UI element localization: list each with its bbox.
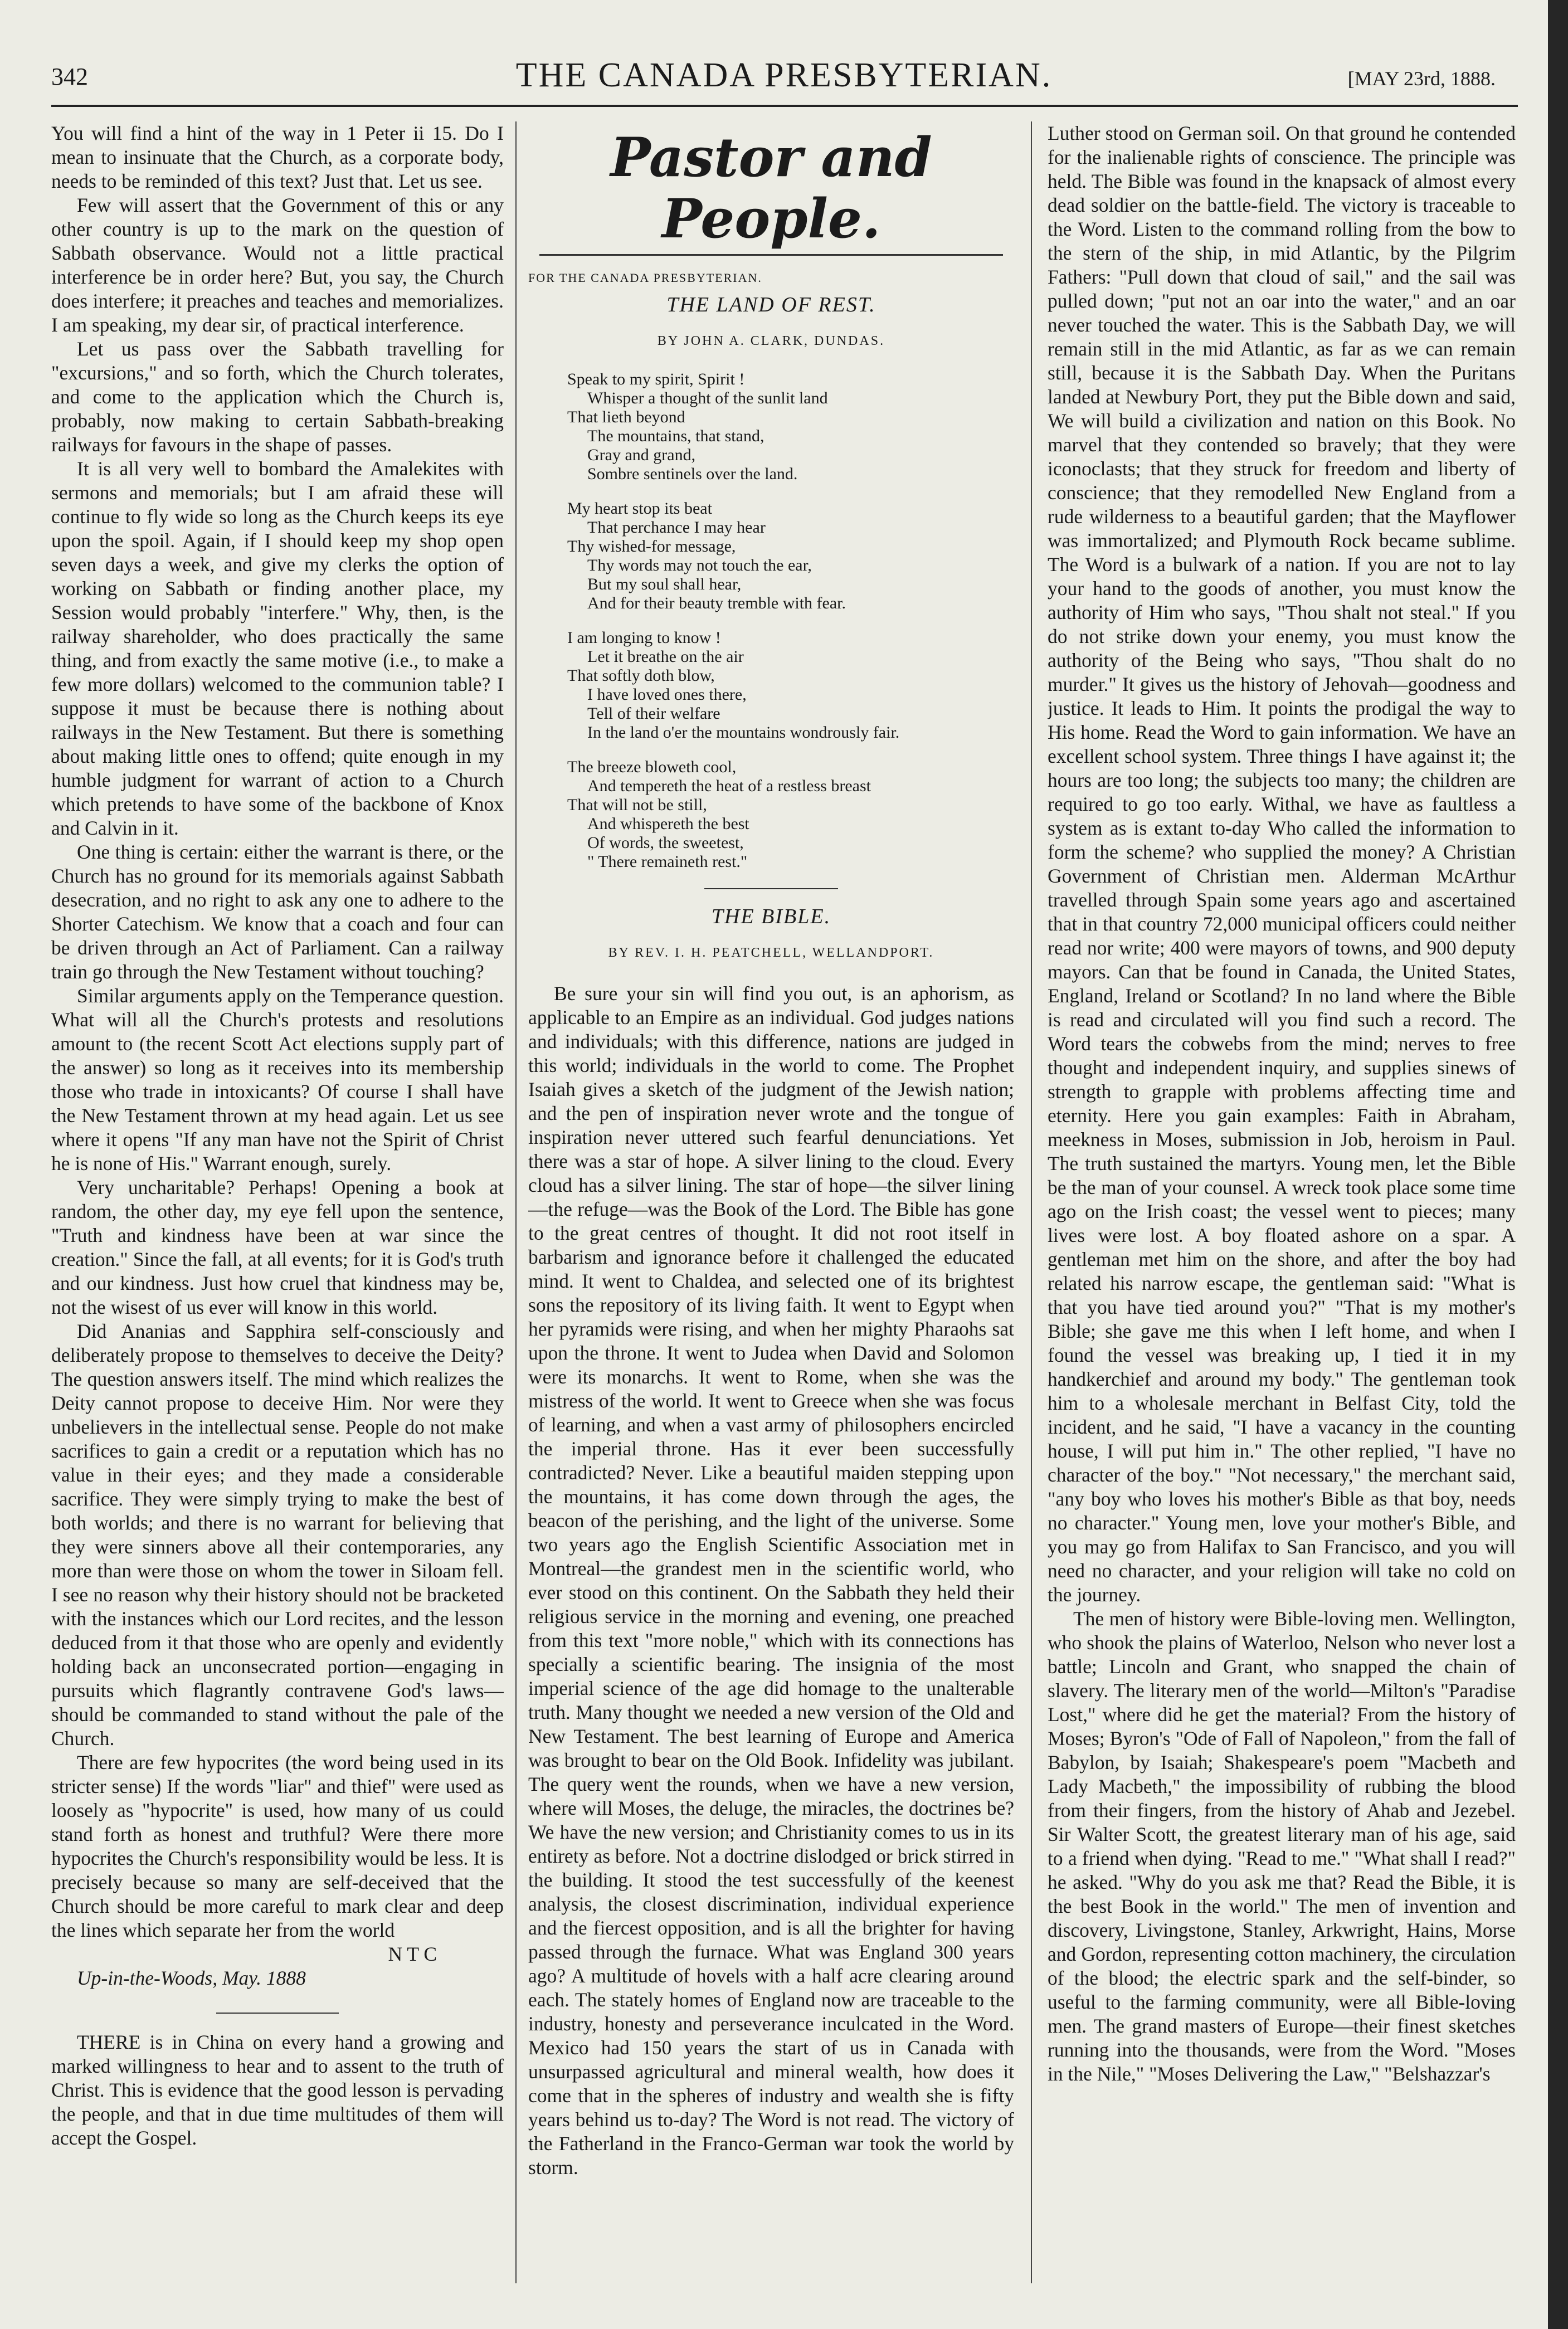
paragraph: Luther stood on German soil. On that ground he contended for the inalienable rights of conscience. The principle was held. The Bible was found in the knapsack of almost every dead soldier on the battle-field. The victory is traceable to the Word. Listen to the command rolling from the bow to the stern of the ship, in mid Atlantic, by the Pilgrim Fathers: "Pull down that cloud of sail," and the sail was pulled down; "put not an oar into the water," and an oar never touched the water. This is the Sabbath Day, we will remain still in the mid Atlantic, as far as we can remain still, because it is the Sabbath Day. When the Puritans landed at Newbury Port, they put the Bible down and said, We will build a civilization and nation on this Book. No marvel that they contended so bravely; that they were iconoclasts; that they struck for freedom and liberty of conscience; that they remodelled New England from a rude wilderness to a beautiful garden; that the Mayflower was immortalized; and Plymouth Rock became sublime. The Word is a bulwark of a nation. If you are not to lay your hand to the goods of another, you must know the authority of Him who says, "Thou shalt not steal." If you do not strike down your enemy, you must know the authority of the Being who says, "Thou shalt do no murder." It gives us the history of Jehovah—goodness and justice. It leads to Him. It points the prodigal the way to His home. Read the Word to gain information. We have an excellent school system. Three things I have against it; the hours are too long; the subjects too many; the children are required to go too early. Withal, we have as faultless a system as is extant to-day Who called the information to form the scheme? who supplied the money? A Christian Government of Christian men. Alderman McArthur travelled through Spain some years ago and ascertained that in that country 72,000 municipal officers could neither read nor write; 400 were mayors of towns, and 900 deputy mayors. Can that be found in Canada, the United States, England, Ireland or Scotland? In no land where the Bible is read and circulated will you find such a record. The Word tears the cobwebs from the mind; nerves to free thought and independent inquiry, and supplies sinews of strength to grapple with problems affecting time and eternity. Here you gain examples: Faith in Abraham, meekness in Moses, submission in Job, heroism in Paul. The truth sustained the martyrs. Young men, let the Bible be the man of your counsel. A wreck took place some time ago on the Irish coast; the vessel went to pieces; many lives were lost. A boy floated ashore on a spar. A gentleman met him on the shore, and after the boy had related his narrow escape, the gentleman said: "What is that you have tied around you?" "That is my mother's Bible; she gave me this when I left home, and when I found the vessel was breaking up, I tied it in my handkerchief and around my body." The gentleman took him to a wholesale merchant in Belfast City, told the incident, and he said, "I have a vacancy in the counting house, I will put him in." The other replied, "I have no character of the boy." "Not necessary," the merchant said, "any boy who loves his mother's Bible as that boy, needs no character." Young men, love your mother's Bible, and you may go from Halifax to San Francisco, and you will need no character, and your religion will take no cold on the journey. bbox=[1048, 122, 1516, 1606]
poem-line: Speak to my spirit, Spirit ! bbox=[567, 370, 745, 388]
signoff-place-date: Up-in-the-Woods, May. 1888 bbox=[77, 1967, 306, 1989]
poem-line: The mountains, that stand, bbox=[587, 427, 764, 445]
paragraph: One thing is certain: either the warrant is there, or the Church has no ground for its memorials against Sabbath desecration, and no right to ask any one to adhere to the Shorter Catechism. We know that a coach and four can be driven through an Act of Parliament. Can a railway train go through the New Testament without touching? bbox=[51, 841, 504, 983]
stanza bbox=[567, 370, 1014, 484]
poem-line: The breeze bloweth cool, bbox=[567, 758, 737, 776]
section-rule bbox=[704, 888, 838, 889]
poem-line: But my soul shall hear, bbox=[587, 575, 742, 593]
poem-line: In the land o'er the mountains wondrously fair. bbox=[587, 723, 900, 742]
poem-byline: BY JOHN A. CLARK, DUNDAS. bbox=[657, 334, 885, 348]
paragraph: You will find a hint of the way in 1 Peter ii 15. Do I mean to insinuate that the Church, as a corporate body, needs to be reminded of this text? Just that. Let us see. bbox=[51, 122, 504, 192]
poem-line: Gray and grand, bbox=[587, 446, 696, 464]
section-rule bbox=[216, 2013, 339, 2014]
poem-title: THE LAND OF REST. bbox=[666, 293, 876, 316]
poem-line: My heart stop its beat bbox=[567, 499, 712, 518]
poem-credit: FOR THE CANADA PRESBYTERIAN. bbox=[528, 271, 762, 285]
poem-line: That lieth beyond bbox=[567, 408, 685, 426]
poem-line: That perchance I may hear bbox=[587, 518, 766, 537]
paragraph: The men of history were Bible-loving men. Wellington, who shook the plains of Waterloo, Nelson who never lost a battle; Lincoln and Grant, who snapped the chain of slavery. The literary men of the world—Milton's "Paradise Lost," where did he get the material? From the history of Moses; Byron's "Ode of Fall of Napoleon," from the fall of Babylon, by Isaiah; Shakespeare's poem "Macbeth and Lady Macbeth," the impossibility of rubbing the blood from their fingers, from the history of Ahab and Jezebel. Sir Walter Scott, the greatest literary man of his age, said to a friend when dying. "Read to me." "What shall I read?" he asked. "Why do you ask me that? Read the Bible, it is the best Book in the world." The men of invention and discovery, Livingstone, Stanley, Arkwright, Hains, Morse and Gordon, representing cotton machinery, the circulation of the blood; the electric spark and the self-binder, so useful to the farming community, were all Bible-loving men. The grand masters of Europe—their finest sketches running into the thousands, were from the Word. "Moses in the Nile," "Moses Delivering the Law," "Belshazzar's bbox=[1048, 1607, 1516, 2085]
ornament-rule bbox=[539, 254, 1003, 256]
poem-line: Thy wished-for message, bbox=[567, 537, 736, 556]
header-rule bbox=[51, 105, 1518, 107]
stanza bbox=[567, 499, 1014, 613]
paragraph: Similar arguments apply on the Temperance question. What will all the Church's protests and resolutions amount to (the recent Scott Act elections supply part of the answer) so long as it receives into its membership those who trade in intoxicants? Of course I shall have the New Testament thrown at my head again. Let us see where it opens "If any man have not the Spirit of Christ he is none of His." Warrant enough, surely. bbox=[51, 985, 504, 1175]
left-column bbox=[51, 121, 504, 2294]
column-divider-left bbox=[515, 121, 517, 2283]
poem-line: Thy words may not touch the ear, bbox=[587, 556, 812, 574]
article-body: Be sure your sin will find you out, is an aphorism, as applicable to an Empire as an individual. God judges nations and individuals; with this difference, nations are judged in this world; individuals in the world to come. The Prophet Isaiah gives a sketch of the judgment of the Jewish nation; and the pen of inspiration never wrote and the tongue of inspiration never uttered such fearful denunciations. Yet there was a star of hope. A silver lining to the cloud. Every cloud has a silver lining. The star of hope—the silver lining—the refuge—was the Book of the Lord. The Bible has gone to the great centres of thought. It did not root itself in barbarism and ignorance before it challenged the educated mind. It went to Chaldea, and selected one of its brightest sons the repository of its living faith. It went to Egypt when her pyramids were rising, and when her mighty Pharaohs sat upon the throne. It went to Judea when David and Solomon were its monarchs. It went to Rome, when she was the mistress of the world. It went to Greece when she was focus of learning, and when a vast army of philosophers encircled the imperial throne. Has it ever been successfully contradicted? Never. Like a beautiful maiden stepping upon the mountains, it has come down through the ages, the beacon of the perishing, and the light of the universe. Some two years ago the English Scientific Association met in Montreal—the grandest men in the scientific world, who ever stood on this continent. On the Sabbath they held their religious service in the morning and evening, one preached from this text "more noble," which with its connections has specially a scientific bearing. The insignia of the most imperial science of the age did homage to the unalterable truth. Many thought we needed a new version of the Old and New Testament. The best learning of Europe and America was brought to bear on the Old Book. Infidelity was jubilant. The query went the rounds, when we have a new version, where will Moses, the deluge, the miracles, the doctrines be? We have the new version; and Christianity comes to us in its entirety as before. Not a doctrine dislodged or brick stirred in the building. It stood the test successfully of the keenest analysis, the closest discrimination, individual experience and the fiercest opposition, and is all the brighter for having passed through the furnace. What was England 300 years ago? A multitude of hovels with a half acre clearing around each. The stately homes of England now are traceable to the industry, honesty and perseverance inculcated in the Word. Mexico had 150 years the start of us in Canada with unsurpassed agricultural and mineral wealth, how does it come that in the spheres of industry and wealth she is fifty years behind us to-day? The Word is not read. The victory of the Fatherland in the Franco-German war took the world by storm. bbox=[528, 982, 1014, 2179]
poem-line: Whisper a thought of the sunlit land bbox=[587, 389, 828, 407]
article-title: THE BIBLE. bbox=[711, 905, 831, 928]
poem-line: " There remaineth rest." bbox=[587, 852, 748, 871]
right-column bbox=[1048, 121, 1516, 2294]
paragraph: Very uncharitable? Perhaps! Opening a book at random, the other day, my eye fell upon the sentence, "Truth and kindness have been at war since the creation." Since the fall, at all events; for it is God's truth and our kindness. Just how cruel that kindness may be, not the wisest of us ever will know in this world. bbox=[51, 1176, 504, 1318]
column-divider-right bbox=[1031, 121, 1032, 2283]
middle-column bbox=[528, 121, 1014, 2294]
paragraph: Did Ananias and Sapphira self-consciously and deliberately propose to themselves to deceive the Deity? The question answers itself. The mind which realizes the Deity cannot propose to deceive Him. Nor were they unbelievers in the intellectual sense. People do not make sacrifices to gain a credit or a reputation which has no value in their eyes; and they made a considerable sacrifice. They were simply trying to make the best of both worlds; and there is no warrant for believing that they were sinners above all their contemporaries, any more than were those on whom the tower in Siloam fell. I see no reason why their history should not be bracketed with the instances which our Lord recites, and the lesson deduced from it that those who are openly and evidently holding back an unconsecrated portion—engaging in pursuits which flagrantly contravene God's laws—should be commanded to stand without the pale of the Church. bbox=[51, 1320, 504, 1750]
author-initials: N T C bbox=[388, 1943, 437, 1965]
stanza bbox=[567, 758, 1014, 871]
page-number: 342 bbox=[51, 63, 88, 90]
poem-line: That softly doth blow, bbox=[567, 666, 715, 685]
article-byline: BY REV. I. H. PEATCHELL, WELLANDPORT. bbox=[608, 946, 934, 960]
china-note: THERE is in China on every hand a growing and marked willingness to hear and to assent to the truth of Christ. This is evidence that the good lesson is pervading the people, and that in due time multitudes of them will accept the Gospel. bbox=[51, 2031, 504, 2149]
paragraph: There are few hypocrites (the word being used in its stricter sense) If the words "liar" and thief" were used as loosely as "hypocrite" is used, how many of us could stand forth as honest and truthful? Were there more hypocrites the Church's responsibility would be less. It is precisely because so many are self-deceived that the Church should be more careful to mark clear and deep the lines which separate her from the world bbox=[51, 1751, 504, 1941]
poem-line: I am longing to know ! bbox=[567, 628, 721, 647]
issue-date: [MAY 23rd, 1888. bbox=[1347, 67, 1496, 90]
masthead: THE CANADA PRESBYTERIAN. bbox=[515, 56, 1053, 94]
poem-line: I have loved ones there, bbox=[587, 685, 747, 704]
poem-line: Sombre sentinels over the land. bbox=[587, 465, 798, 483]
department-title: Pastor and People. bbox=[610, 126, 932, 250]
poem-line: Tell of their welfare bbox=[587, 704, 720, 723]
poem-line: And whispereth the best bbox=[587, 815, 749, 833]
poem-line: And for their beauty tremble with fear. bbox=[587, 594, 846, 612]
poem-line: That will not be still, bbox=[567, 796, 707, 814]
paragraph: Few will assert that the Government of this or any other country is up to the mark on the question of Sabbath observance. Would not a little practical interference be in order here? But, you say, the Church does interfere; it preaches and teaches and memorializes. I am speaking, my dear sir, of practical interference. bbox=[51, 194, 504, 336]
poem-line: Of words, the sweetest, bbox=[587, 834, 744, 852]
poem-line: Let it breathe on the air bbox=[587, 647, 744, 666]
stanza bbox=[567, 628, 1014, 742]
poem-line: And tempereth the heat of a restless breast bbox=[587, 777, 871, 795]
paragraph: It is all very well to bombard the Amalekites with sermons and memorials; but I am afraid these will continue to fly wide so long as the Church keeps its eye upon the spoil. Again, if I should keep my shop open seven days a week, and give my clerks the option of working on Sabbath or finding another place, my Session would probably "interfere." Why, then, is the railway shareholder, who does practically the same thing, and from exactly the same motive (i.e., to make a few more dollars) welcomed to the communion table? I suppose it must be because there is nothing about railways in the New Testament. But there is something about making little ones to offend; quite enough in my humble judgment for warrant of action to a Church which pretends to have some of the backbone of Knox and Calvin in it. bbox=[51, 457, 504, 839]
paragraph: Let us pass over the Sabbath travelling for "excursions," and so forth, which the Church tolerates, and come to the application which the Church is, probably, now making to certain Sabbath-breaking railways for favours in the shape of passes. bbox=[51, 338, 504, 456]
scan-edge-shadow bbox=[1548, 0, 1568, 2329]
